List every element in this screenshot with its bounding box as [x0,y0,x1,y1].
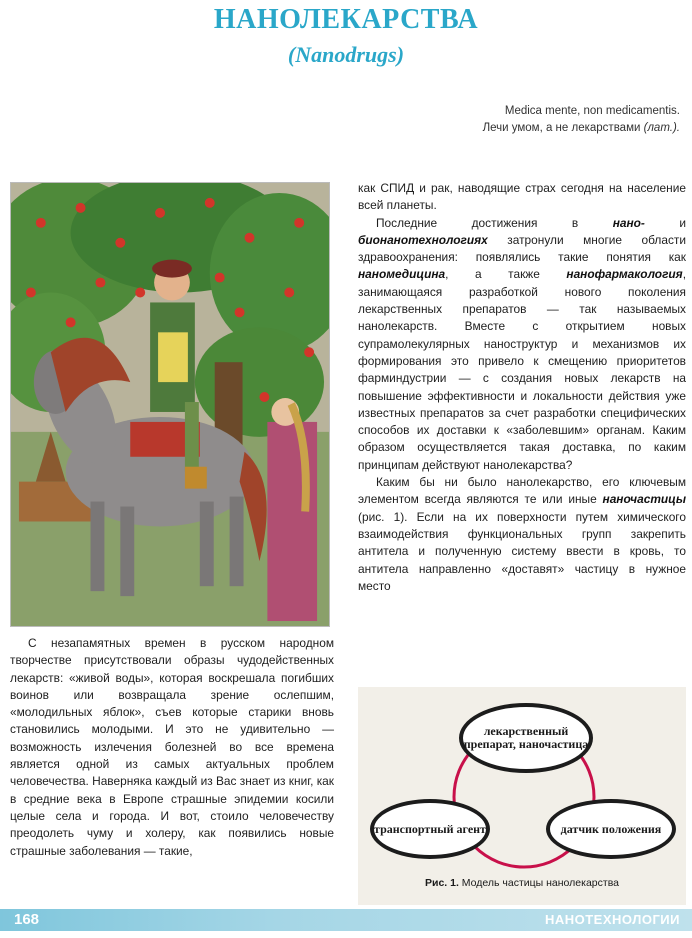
paragraph-1: как СПИД и рак, наводящие страх сегодня на население всей планеты. [358,181,686,213]
epigraph-latin: Medica mente, non medicamentis. [504,105,680,117]
caption-label: Рис. 1. [424,877,459,889]
p3-term-nanoparticles: наночастицы [602,492,686,507]
caption-text: Модель частицы нанолекарства [461,877,619,889]
p2-text-1: Последние достижения в [376,215,613,230]
nanodrug-model-figure [358,687,686,905]
rider-under-apple-tree-picture [11,183,329,626]
page-subtitle: (Nanodrugs) [287,42,405,67]
node-position-sensor: датчик положения [546,799,676,859]
paragraph-2 [358,215,686,474]
node-transport-agent: транспортный агент [370,799,490,859]
p2-text-4: , а также [445,267,567,282]
epigraph-source: (лат.). [643,122,680,134]
section-name: НАНОТЕХНОЛОГИИ [544,912,680,927]
p3-text-1: Каким бы ни было нанолекарство, его ключевым элементом всегда являются те или иные [358,475,686,507]
left-column [10,635,334,860]
p2-term-nanopharmacology: нанофармакология [566,267,683,282]
paragraph-3 [358,474,686,595]
folk-tale-illustration [10,182,330,627]
p2-term-nanomedicine: наномедицина [358,267,446,282]
intro-paragraph: С незапамятных времен в русском народном творчестве присутствовали образы чудодейственных лекарств: «живой воды», которая воскрешала погибших воинов или возвращала зрение ослепшим, «молодильных яблок», съев которые старики вновь становились молодыми. И это не удивительно — возможность излечения болезней во все времена является одной из самых актуальных проблем человечества. Наверняка каждый из Вас знает из книг, как в средние века в Европе страшные эпидемии косили целые села и города. И вот, стоило человечеству преодолеть чуму и холеру, как появились новые страшные заболевания — такие, [10,636,334,858]
p3-text-2: (рис. 1). Если на их поверхности путем химического взаимодействия функциональных групп закрепить антитела и полученную систему ввести в кровь, то антитела направленно «доставят» частицу в нужное место [358,509,686,593]
p2-text-2: и [644,215,687,230]
right-column [358,180,686,595]
figure-caption [358,877,686,889]
p2-term-nano: нано- [612,215,645,230]
p2-term-bionano: бионанотехнологиях [358,232,488,247]
epigraph-translation-text: Лечи умом, а не лекарствами [482,122,641,134]
page-footer [0,909,692,931]
p2-text-3: затронули многие области здравоохранения: появлялись такие понятия как [358,232,686,265]
p2-text-5: , занимающаяся разработкой нового поколения лекарственных препаратов — так называемых нанолекарств. Вместе с открытием новых супрамолекулярных наноструктур и механизмов их формирования это привело к смещению приоритетов фарминдустрии — с создания новых лекарств на повышение эффективности и локальности действия уже известных препаратов за счет разработки специфических способов их доставки к «заболевшим» органам. Каким образом осуществляется такая доставка, по каким принципам действуют нанолекарства? [358,267,686,472]
epigraph-translation [483,120,680,137]
node-drug-nanoparticle: лекарственный препарат, наночастица [459,703,593,773]
page-title: НАНОЛЕКАРСТВА [213,4,479,35]
page-number: 168 [14,911,40,928]
epigraph [483,103,680,137]
